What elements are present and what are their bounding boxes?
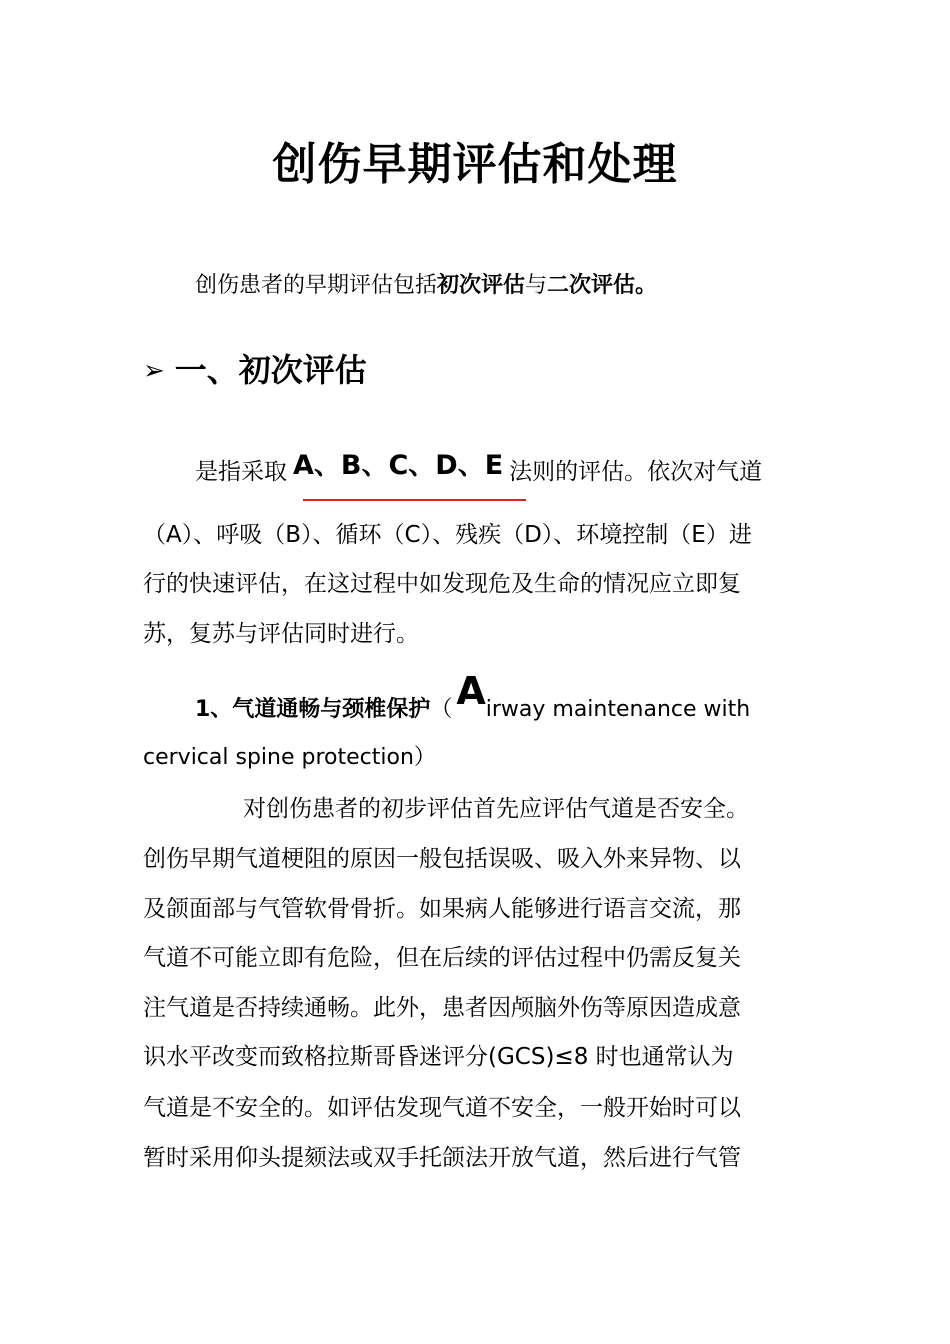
item1-heading (195, 669, 751, 725)
para2-line: 识水平改变而致格拉斯哥昏迷评分(GCS)≤8 时也通常认为 (143, 1044, 734, 1070)
para2-line: 及颌面部与气管软骨骨折。如果病人能够进行语言交流，那 (143, 896, 741, 922)
para2-line: 暂时采用仰头提颏法或双手托颌法开放气道，然后进行气管 (143, 1145, 741, 1171)
para1-line1-suffix: 法则的评估。依次对气道 (509, 459, 763, 485)
item1-open-paren: （ (430, 697, 453, 722)
intro-term-secondary: 二次评估。 (547, 273, 658, 298)
para2-line: 对创伤患者的初步评估首先应评估气道是否安全。 (243, 796, 749, 822)
item1-english-rest: irway maintenance with (485, 697, 751, 722)
para1-line1 (195, 450, 763, 487)
abcde-rule-letters: A、B、C、D、E (293, 450, 504, 481)
section-heading-primary-assessment (143, 345, 367, 391)
section-heading-text: 一、初次评估 (174, 351, 367, 389)
intro-prefix: 创伤患者的早期评估包括 (195, 273, 438, 298)
para2-line: 创伤早期气道梗阻的原因一般包括误吸、吸入外来异物、以 (143, 846, 741, 872)
para1-line2: （A）、呼吸（B）、循环（C）、残疾（D）、环境控制（E）进 (143, 522, 752, 548)
abcde-underline (303, 499, 526, 501)
intro-term-primary: 初次评估 (437, 273, 526, 298)
para2-line: 气道不可能立即有危险，但在后续的评估过程中仍需反复关 (143, 945, 741, 971)
intro-join: 与 (525, 273, 548, 298)
para1-line3: 行的快速评估，在这过程中如发现危及生命的情况应立即复 (143, 571, 741, 597)
para2-line: 气道是不安全的。如评估发现气道不安全，一般开始时可以 (143, 1095, 741, 1121)
item1-big-letter: A (456, 669, 486, 713)
intro-paragraph (195, 268, 657, 299)
para1-line4: 苏，复苏与评估同时进行。 (143, 621, 419, 647)
arrow-bullet-icon: ➢ (143, 356, 165, 386)
item1-number-title: 1、气道通畅与颈椎保护 (195, 697, 431, 722)
document-title: 创伤早期评估和处理 (272, 139, 678, 190)
para2-line: 注气道是否持续通畅。此外，患者因颅脑外伤等原因造成意 (143, 995, 741, 1021)
para1-line1-prefix: 是指采取 (195, 459, 287, 485)
item1-english-line2: cervical spine protection） (143, 745, 436, 770)
